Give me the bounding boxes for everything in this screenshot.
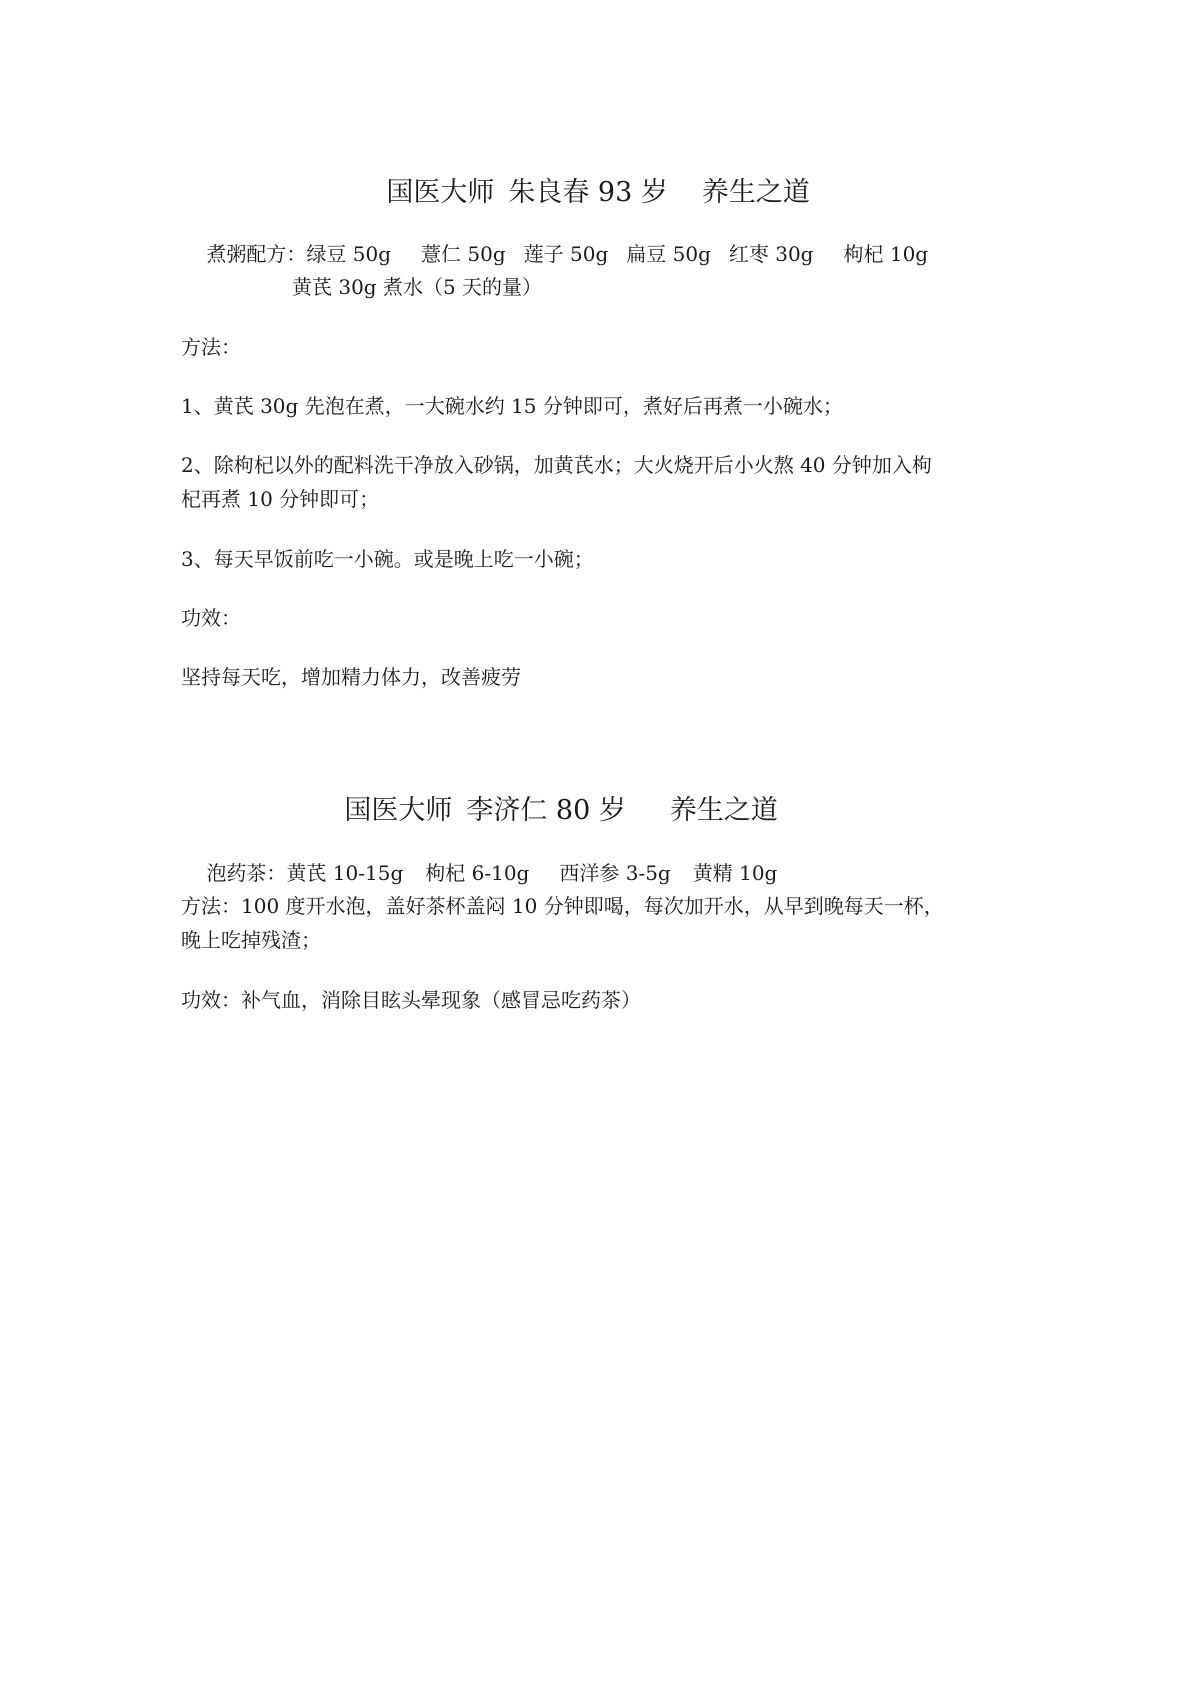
section2-ingredient: 枸杞 6-10g: [425, 861, 530, 885]
section1-title-name: 朱良春 93 岁: [508, 177, 668, 208]
section2-ingredient: 黄精 10g: [692, 861, 778, 885]
section2-ingredient: 黄芪 10-15g: [286, 861, 404, 885]
section1-ingredient: 莲子 50g: [523, 242, 609, 266]
section1-ingredient: 绿豆 50g: [306, 242, 392, 266]
section1-formula-label: 煮粥配方：: [206, 242, 307, 266]
section2-title-name: 李济仁 80 岁: [466, 795, 626, 826]
section1-ingredient: 薏仁 50g: [421, 242, 506, 266]
section1-step-1: 1、黄芪 30g 先泡在煮，一大碗水约 15 分钟即可，煮好后再煮一小碗水；: [181, 394, 843, 418]
section1-method-label: 方法：: [181, 335, 241, 359]
section1-title-subject: 养生之道: [701, 177, 810, 208]
section1-step-2: 2、除枸杞以外的配料洗干净放入砂锅，加黄芪水；大火烧开后小火熬 40 分钟加入枸: [181, 453, 932, 477]
section2-method-line1: 方法：100 度开水泡，盖好茶杯盖闷 10 分钟即喝，每次加开水，从早到晚每天一杯，: [181, 894, 944, 918]
section2-ingredient: 西洋参 3-5g: [559, 861, 671, 885]
section1-step-3: 3、每天早饭前吃一小碗。或是晚上吃一小碗；: [181, 547, 594, 571]
section1-effect-text: 坚持每天吃，增加精力体力，改善疲劳: [181, 665, 521, 689]
section2-effect-line: 功效：补气血，消除目眩头晕现象（感冒忌吃药茶）: [181, 988, 641, 1012]
section2-title-subject: 养生之道: [669, 795, 778, 826]
section2-title-label: 国医大师: [344, 795, 453, 826]
section1-ingredient: 红枣 30g: [728, 242, 814, 266]
section1-title-label: 国医大师: [386, 177, 495, 208]
section1-step-2-cont: 杞再煮 10 分钟即可；: [181, 487, 380, 511]
section2-method-line2: 晚上吃掉残渣；: [181, 928, 321, 952]
section1-ingredient: 枸杞 10g: [843, 242, 929, 266]
section1-ingredient: 扁豆 50g: [626, 242, 711, 266]
section1-effect-label: 功效：: [181, 606, 241, 630]
section2-tea-label: 泡药茶：: [206, 861, 287, 885]
section1-ingredients-line2: 黄芪 30g 煮水（5 天的量）: [292, 275, 543, 299]
